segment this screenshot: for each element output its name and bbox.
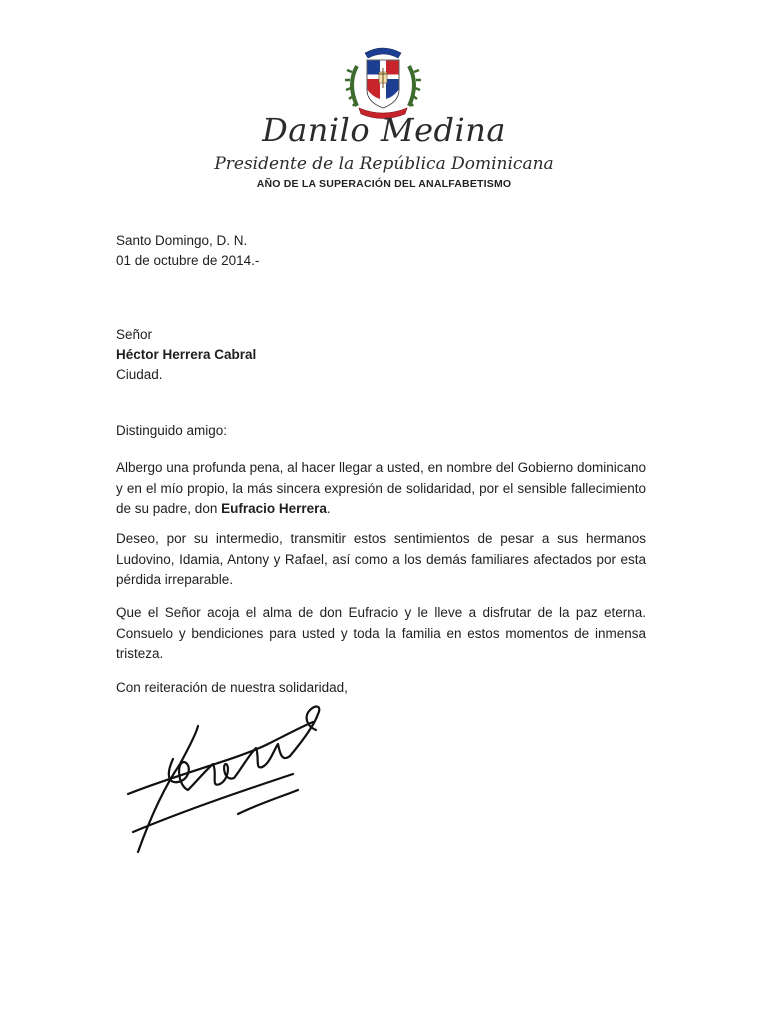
- body-paragraph-2: Deseo, por su intermedio, transmitir estos sentimientos de pesar a sus hermanos Ludovino, Idamia, Antony y Rafael, así como a los demás familiares afectados por esta pérdida irreparable.: [116, 531, 646, 587]
- body-paragraph-3: Que el Señor acoja el alma de don Eufracio y le lleve a disfrutar de la paz eterna. Consuelo y bendiciones para usted y toda la familia en estos momentos de inmensa tristeza.: [116, 605, 646, 661]
- recipient-salutation: Señor: [116, 327, 153, 342]
- paragraph-1-end: .: [326, 501, 331, 516]
- signature-icon: [118, 704, 328, 854]
- recipient-name: Héctor Herrera Cabral: [116, 347, 257, 362]
- closing: Con reiteración de nuestra solidaridad,: [116, 680, 348, 695]
- greeting: Distinguido amigo:: [116, 423, 228, 438]
- body-paragraph-1: [116, 458, 646, 520]
- year-motto: AÑO DE LA SUPERACIÓN DEL ANALFABETISMO: [256, 178, 512, 190]
- sender-title: Presidente de la República Dominicana: [214, 154, 554, 174]
- deceased-name: Eufracio Herrera: [221, 501, 327, 516]
- sender-name: Danilo Medina: [262, 111, 506, 149]
- date-line: 01 de octubre de 2014.-: [116, 253, 260, 268]
- place-line: Santo Domingo, D. N.: [116, 233, 248, 248]
- recipient-city: Ciudad.: [116, 367, 163, 382]
- paragraph-1-text: Albergo una profunda pena, al hacer llegar a usted, en nombre del Gobierno dominicano y en el mío propio, la más sincera expresión de solidaridad, por el sensible fallecimiento de su padre, don: [116, 460, 646, 516]
